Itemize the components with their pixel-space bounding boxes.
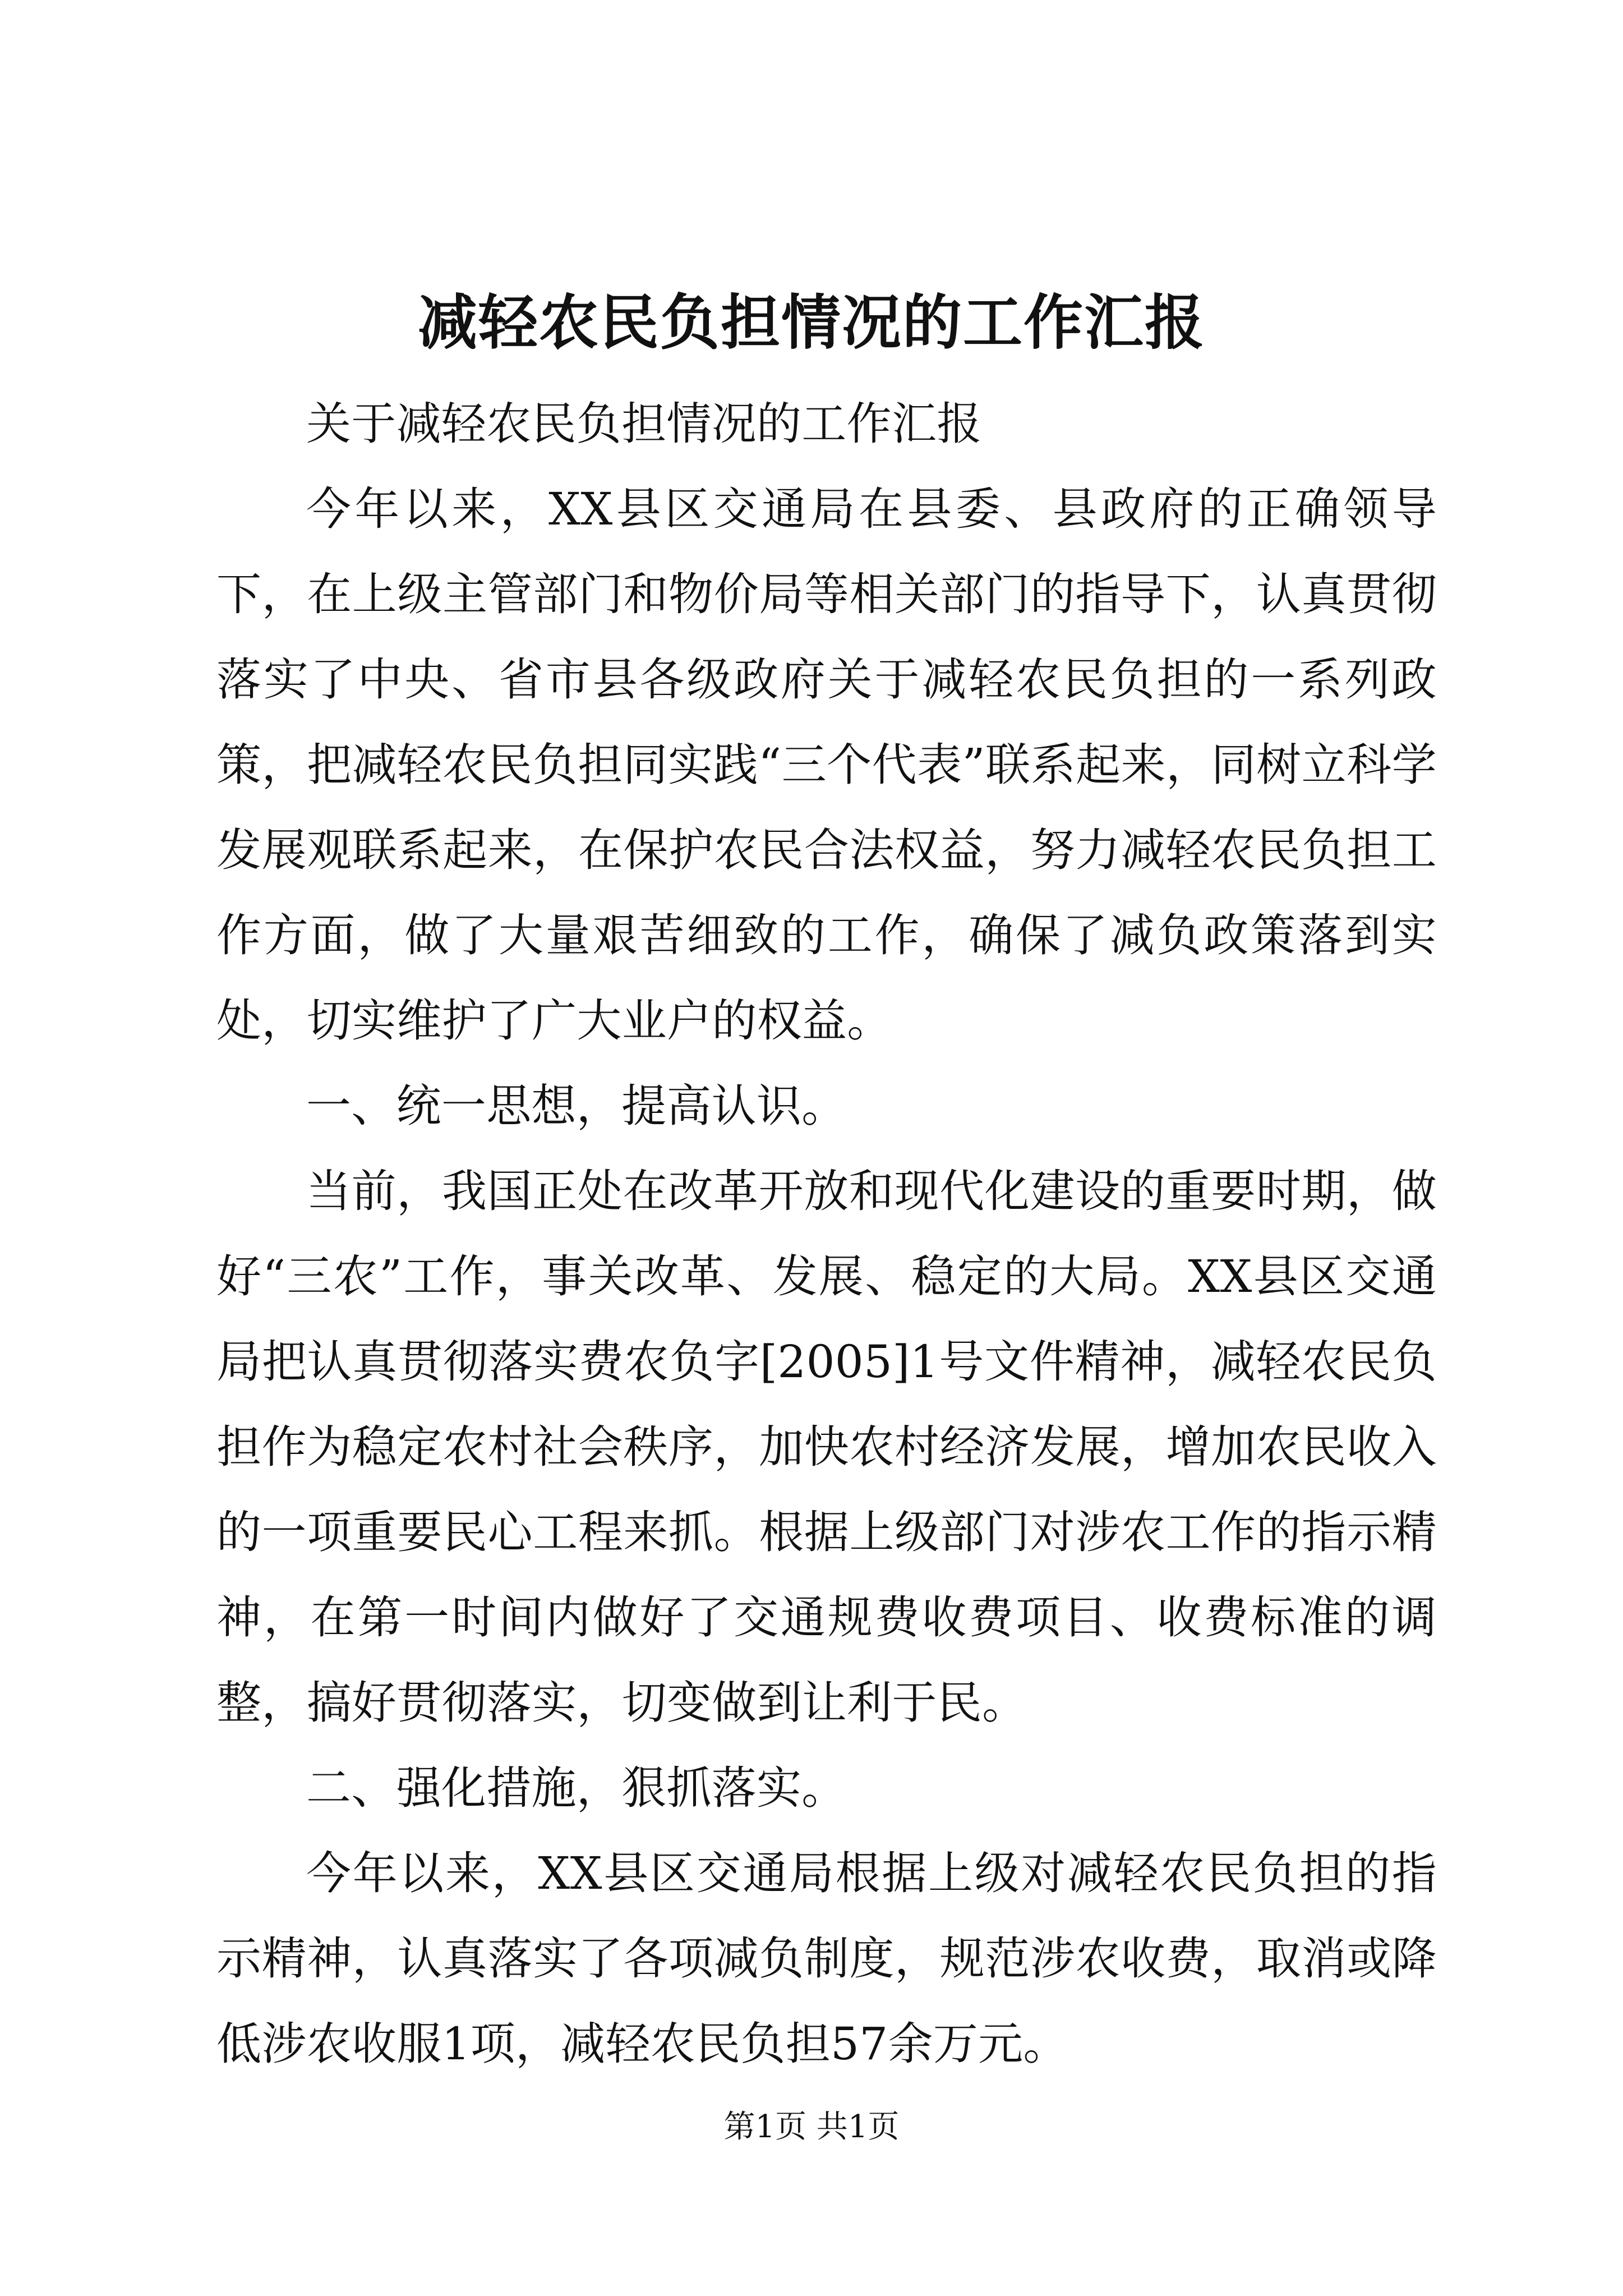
section-heading-2: 二、强化措施，狠抓落实。: [306, 1762, 847, 1814]
paragraph-section-1: 当前，我国正处在改革开放和现代化建设的重要时期，做好“三农”工作，事关改革、发展、稳定的大局。XX县区交通局把认真贯彻落实费农负字[2005]1号文件精神，减轻农民负担作为稳定农村社会秩序，加快农村经济发展，增加农民收入的一项重要民心工程来抓。根据上级部门对涉农工作的指示精神，在第一时间内做好了交通规费收费项目、收费标准的调整，搞好贯彻落实，切变做到让利于民。: [216, 1165, 1437, 1729]
paragraph-intro: 今年以来，XX县区交通局在县委、县政府的正确领导下，在上级主管部门和物价局等相关部门的指导下，认真贯彻落实了中央、省市县各级政府关于减轻农民负担的一系列政策，把减轻农民负担同实践“三个代表”联系起来，同树立科学发展观联系起来，在保护农民合法权益，努力减轻农民负担工作方面，做了大量艰苦细致的工作，确保了减负政策落到实处，切实维护了广大业户的权益。: [216, 483, 1437, 1047]
paragraph-subtitle: 关于减轻农民负担情况的工作汇报: [306, 398, 982, 450]
paragraph-section-2: 今年以来，XX县区交通局根据上级对减轻农民负担的指示精神，认真落实了各项减负制度，规范涉农收费，取消或降低涉农收服1项，减轻农民负担57余万元。: [216, 1847, 1437, 2070]
section-heading-1: 一、统一思想，提高认识。: [306, 1080, 847, 1132]
document-body: [216, 381, 1437, 2087]
document-title: 减轻农民负担情况的工作汇报: [418, 287, 1205, 357]
page-footer: 第1页 共1页: [723, 2109, 900, 2145]
